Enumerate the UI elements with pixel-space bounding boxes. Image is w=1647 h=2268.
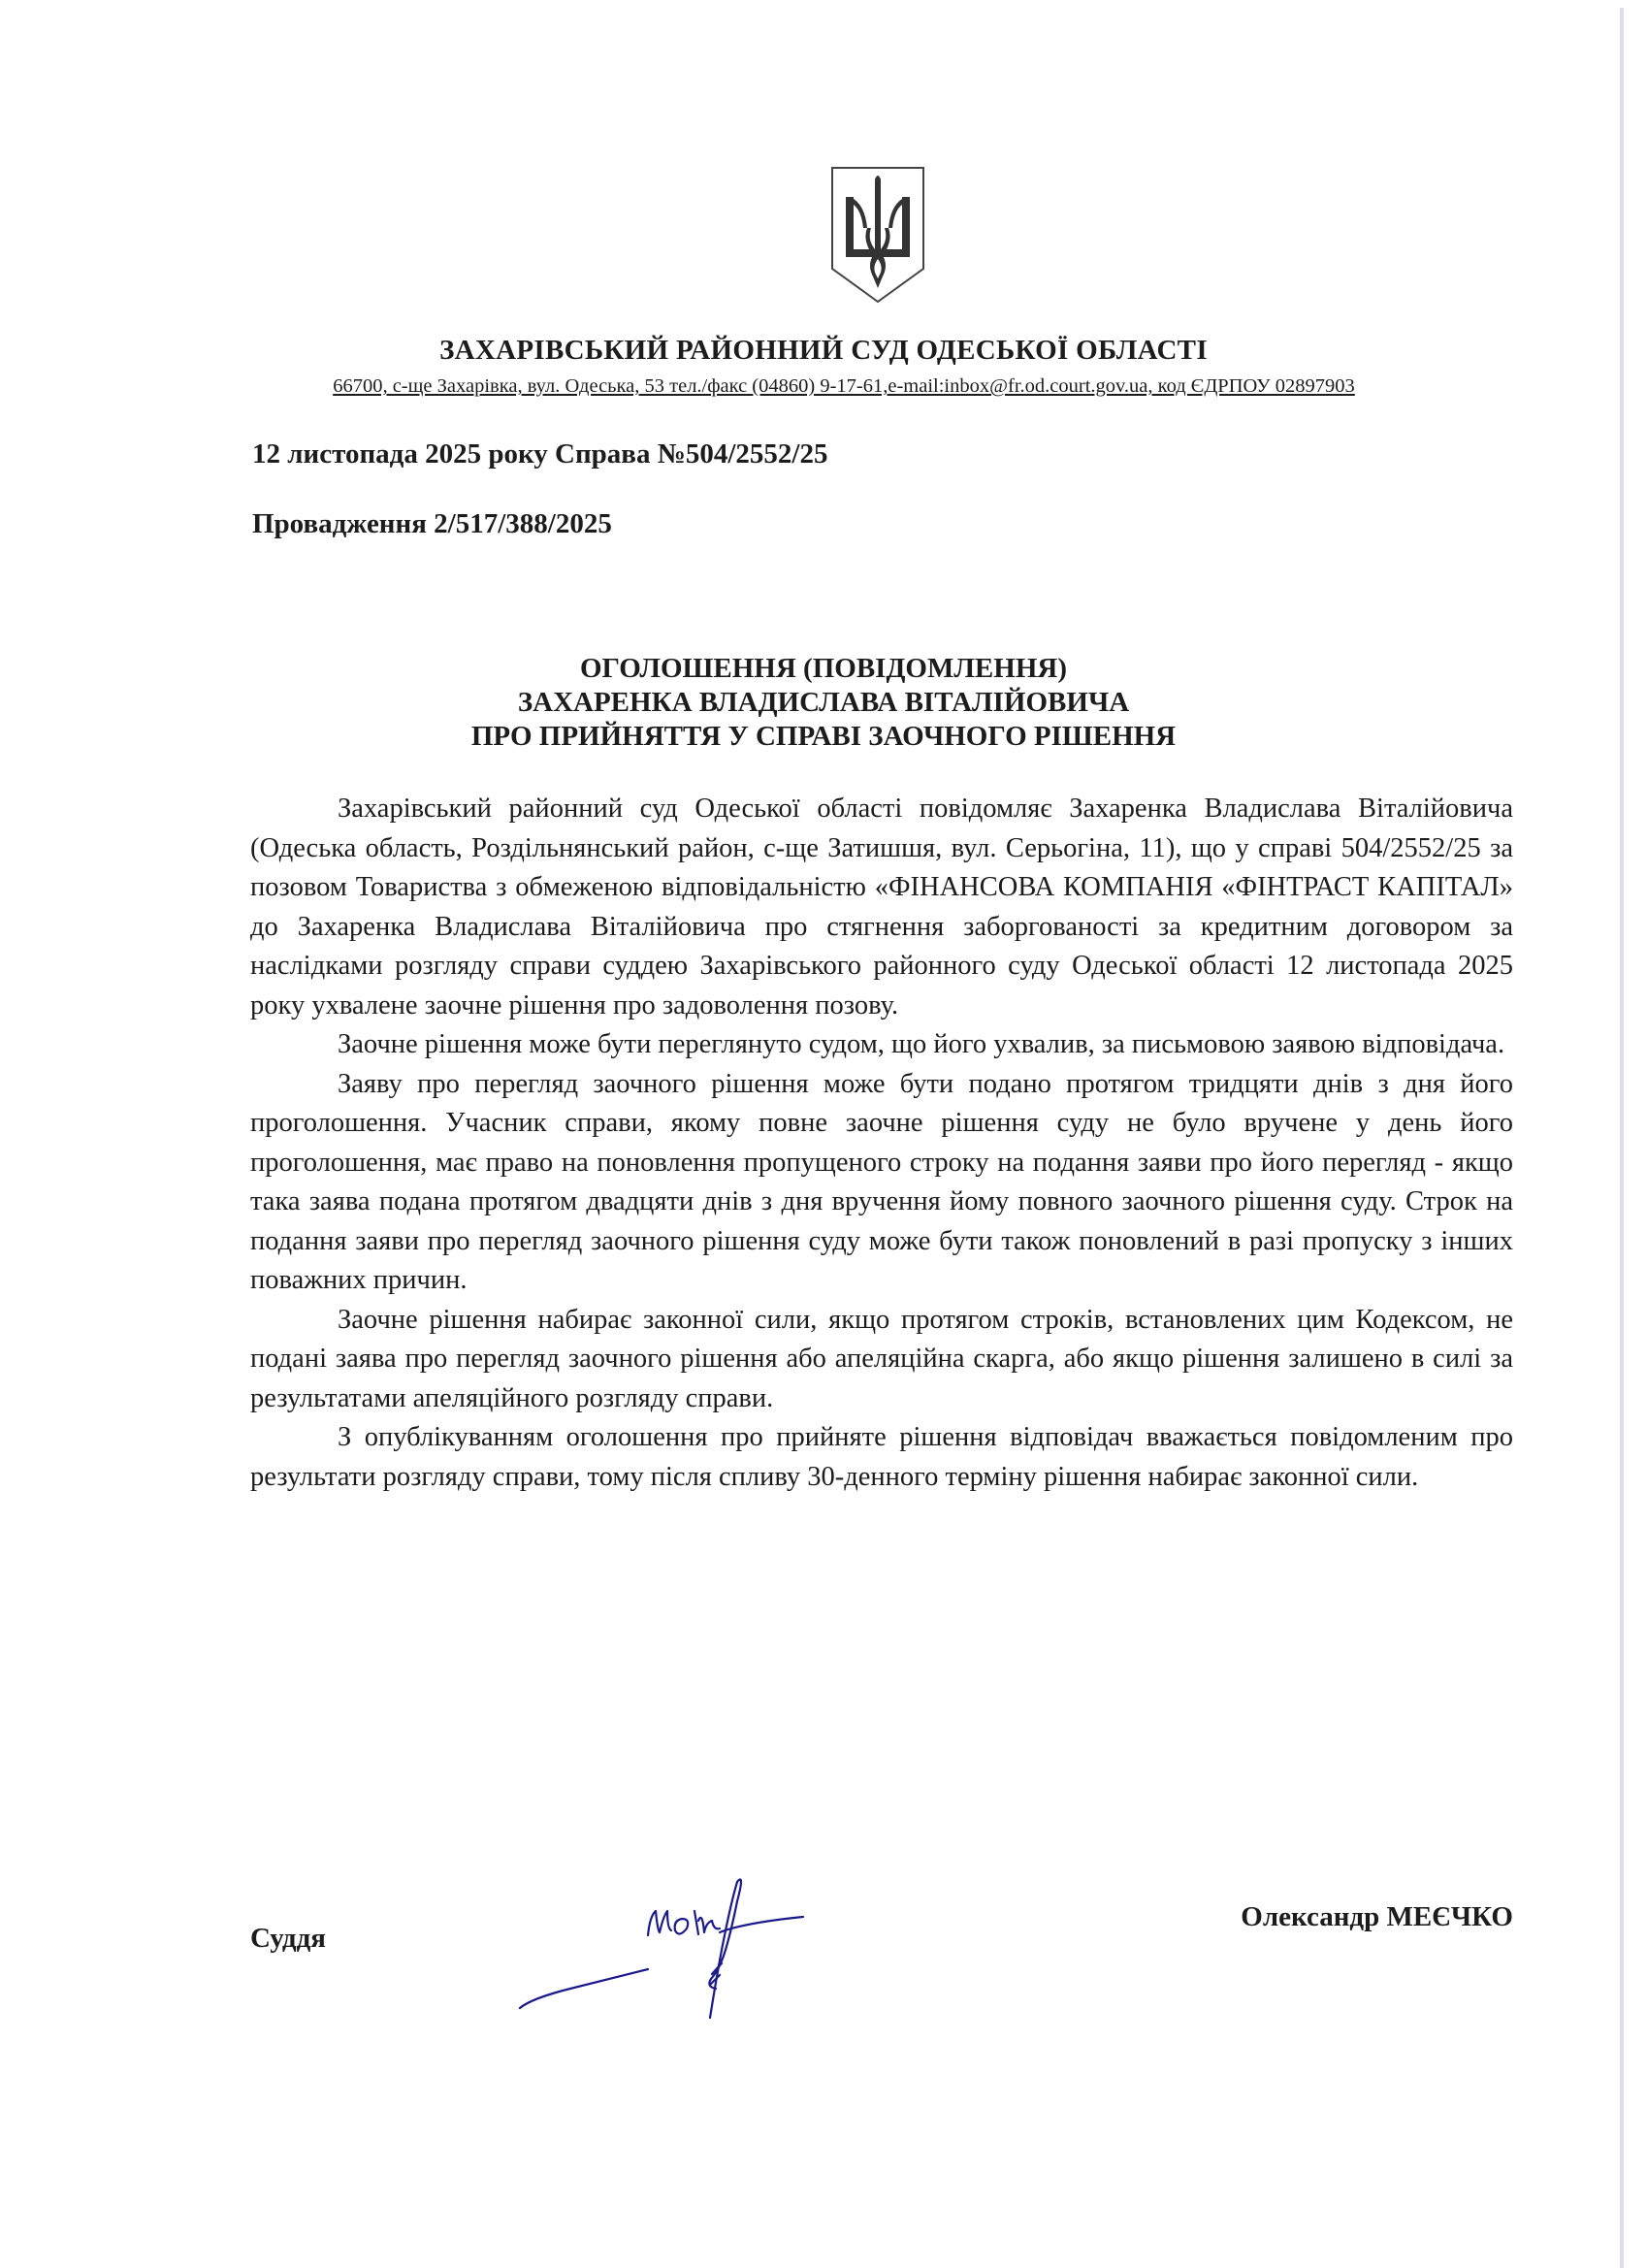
signature-block [250,1901,1513,2018]
body-paragraph: Заочне рішення може бути переглянуто судом, що його ухвалив, за письмовою заявою відповідача. [338,1029,1505,1059]
court-address-line: 66700, с-ще Захарівка, вул. Одеська, 53 тел./факс (04860) 9-17-61,e-mail:inbox@fr.od.court.gov.ua, код ЄДРПОУ 02897903 [333,375,1355,397]
court-name-heading: ЗАХАРІВСЬКИЙ РАЙОННИЙ СУД ОДЕСЬКОЇ ОБЛАСТІ [439,335,1208,366]
notice-title-line-1: ОГОЛОШЕННЯ (ПОВІДОМЛЕННЯ) [579,653,1067,684]
body-paragraph: Захарівський районний суд Одеської області повідомляє Захаренка Владислава Віталійовича (Одеська область, Роздільнянський район, с-ще Затишшя, вул. Серьогіна, 11), що у справі 504/2552/25 за позовом Товариства з обмеженою відповідальністю «ФІНАНСОВА КОМПАНІЯ «ФІНТРАСТ КАПІТАЛ» до Захаренка Владислава Віталійовича про стягнення заборгованості за кредитним договором за наслідками розгляду справи суддею Захарівського районного суду Одеської області 12 листопада 2025 року ухвалене заочне рішення про задоволення позову. [250,794,1513,1021]
notice-title [0,652,1647,754]
ukraine-trident-emblem-icon [824,160,931,306]
notice-body [250,790,1513,1497]
notice-title-line-2: ЗАХАРЕНКА ВЛАДИСЛАВА ВІТАЛІЙОВИЧА [517,687,1130,718]
notice-title-line-3: ПРО ПРИЙНЯТТЯ У СПРАВІ ЗАОЧНОГО РІШЕННЯ [470,721,1177,752]
body-paragraph: З опублікуванням оголошення про прийняте рішення відповідач вважається повідомленим про результати розгляду справи, тому після спливу 30-денного терміну рішення набирає законної сили. [250,1422,1513,1492]
body-paragraph: Заочне рішення набирає законної сили, якщо протягом строків, встановлених цим Кодексом, не подані заява про перегляд заочного рішення або апеляційна скарга, або якщо рішення залишено в силі за результатами апеляційного розгляду справи. [250,1304,1513,1413]
handwritten-signature-icon [512,1863,832,2027]
judge-label: Суддя [250,1923,326,1954]
body-paragraph: Заяву про перегляд заочного рішення може бути подано протягом тридцяти днів з дня його проголошення. Учасник справи, якому повне заочне рішення суду не було вручене у день його проголошення, має право на поновлення пропущеного строку на подання заяви про його перегляд - якщо така заява подана протягом двадцяти днів з дня вручення йому повного заочного рішення суду. Строк на подання заяви про перегляд заочного рішення суду може бути також поновлений в разі пропуску з інших поважних причин. [250,1068,1513,1295]
date-and-case-number: 12 листопада 2025 року Справа №504/2552/25 [252,438,828,470]
proceeding-number: Провадження 2/517/388/2025 [252,508,612,539]
judge-name: Олександр МЕЄЧКО [1241,1901,1513,1932]
